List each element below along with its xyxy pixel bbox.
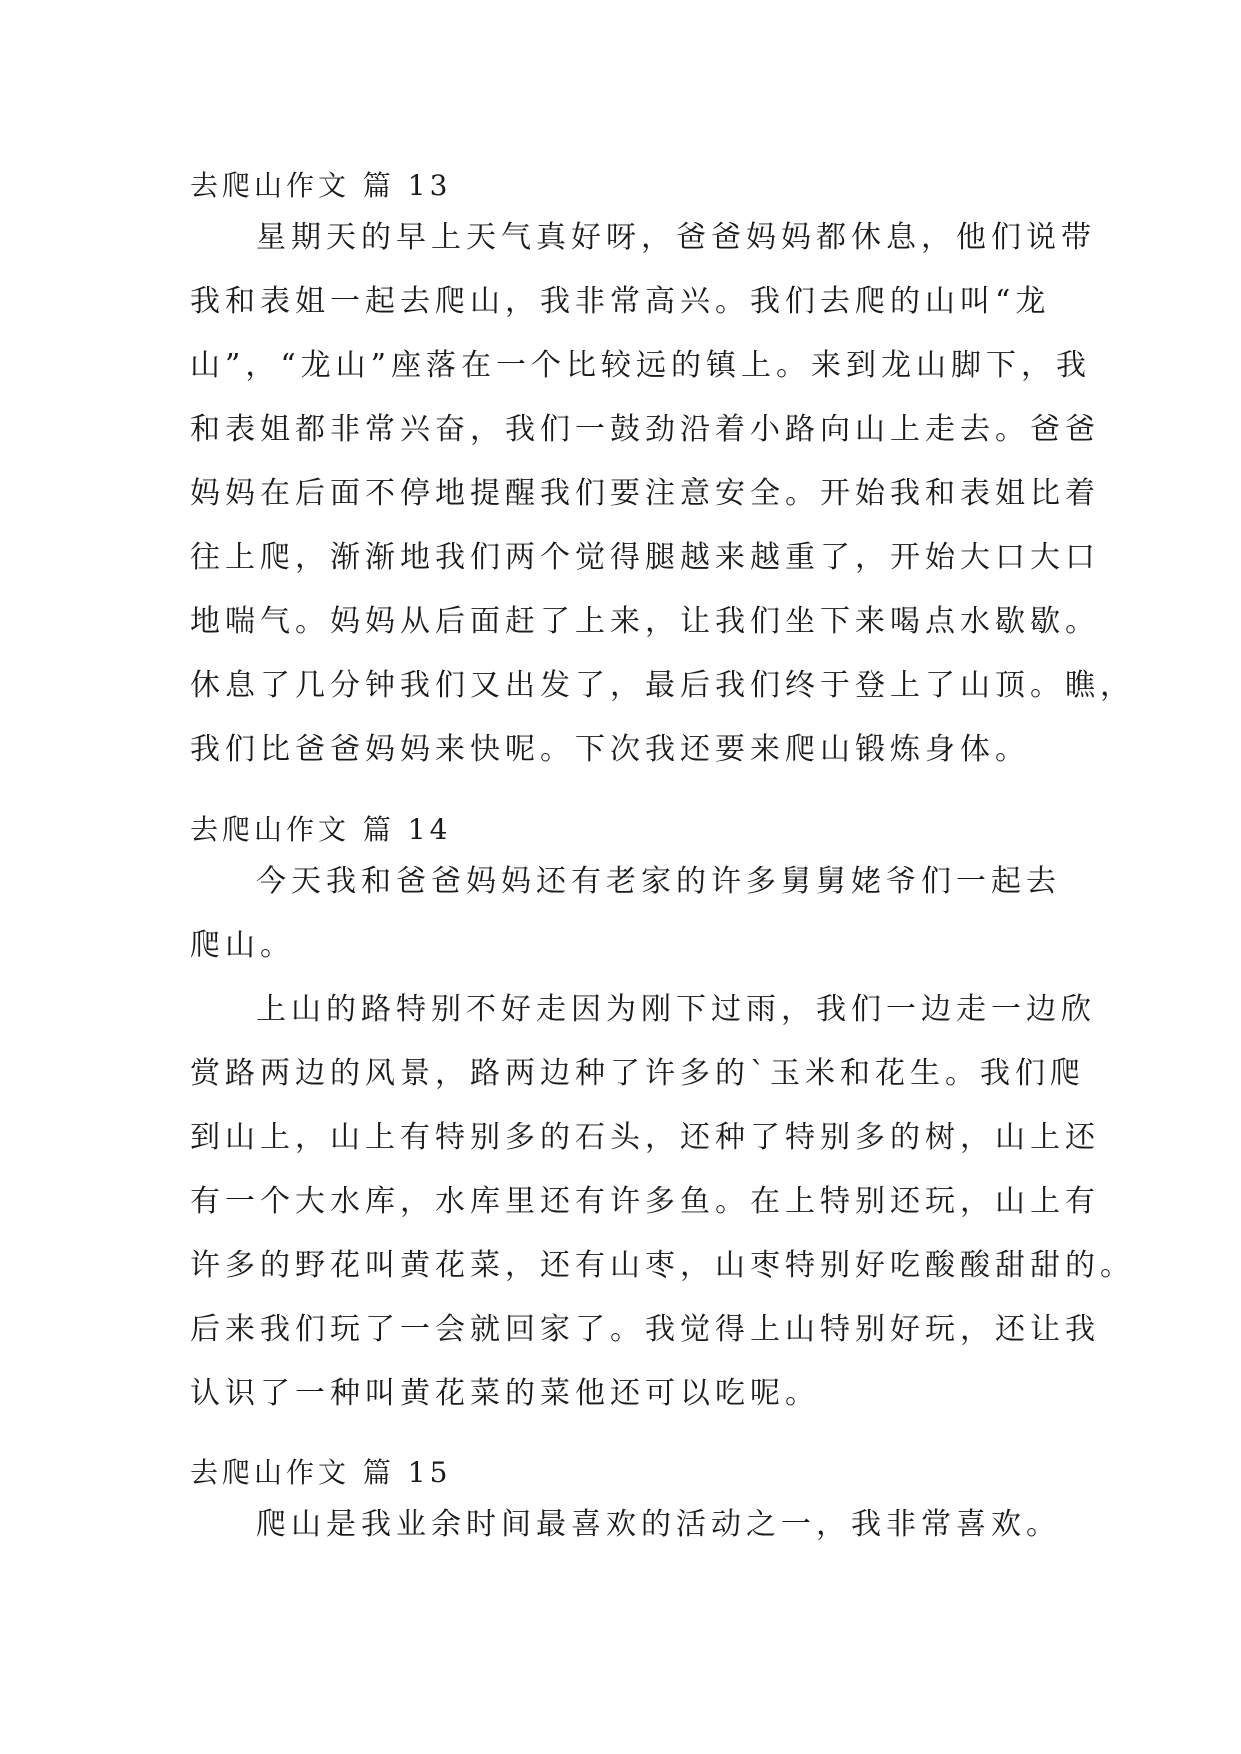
text-line: 到山上，山上有特别多的石头，还种了特别多的树，山上还 — [190, 1120, 1100, 1155]
text-line: 有一个大水库，水库里还有许多鱼。在上特别还玩，山上有 — [190, 1184, 1100, 1219]
section-heading: 去爬山作文 篇 13 — [190, 169, 452, 202]
text-line: 后来我们玩了一会就回家了。我觉得上山特别好玩，还让我 — [190, 1312, 1100, 1347]
text-line: 妈妈在后面不停地提醒我们要注意安全。开始我和表姐比着 — [190, 476, 1100, 511]
section-heading: 去爬山作文 篇 15 — [190, 1456, 452, 1489]
paragraph — [190, 206, 1135, 782]
essay-section-13 — [190, 166, 1135, 782]
essay-section-15 — [190, 1453, 1070, 1557]
text-line: 赏路两边的风景，路两边种了许多的`玉米和花生。我们爬 — [190, 1056, 1085, 1091]
paragraph — [190, 850, 1070, 978]
text-line: 爬山是我业余时间最喜欢的活动之一，我非常喜欢。 — [256, 1507, 1061, 1542]
text-line: 认识了一种叫黄花菜的菜他还可以吃呢。 — [190, 1376, 820, 1411]
text-line: 和表姐都非常兴奋，我们一鼓劲沿着小路向山上走去。爸爸 — [190, 412, 1100, 447]
text-line: 地喘气。妈妈从后面赶了上来，让我们坐下来喝点水歇歇。 — [190, 604, 1100, 639]
text-line: 休息了几分钟我们又出发了，最后我们终于登上了山顶。瞧， — [190, 668, 1135, 703]
text-line: 爬山。 — [190, 928, 295, 963]
text-line: 许多的野花叫黄花菜，还有山枣，山枣特别好吃酸酸甜甜的。 — [190, 1248, 1135, 1283]
text-line: 我和表姐一起去爬山，我非常高兴。我们去爬的山叫“龙 — [190, 284, 1051, 319]
text-line: 星期天的早上天气真好呀，爸爸妈妈都休息，他们说带 — [256, 220, 1096, 255]
text-line: 今天我和爸爸妈妈还有老家的许多舅舅姥爷们一起去 — [256, 864, 1061, 899]
paragraph — [190, 1493, 1070, 1557]
text-line: 我们比爸爸妈妈来快呢。下次我还要来爬山锻炼身体。 — [190, 732, 1030, 767]
paragraph — [190, 978, 1135, 1426]
section-heading: 去爬山作文 篇 14 — [190, 813, 452, 846]
text-line: 山”，“龙山”座落在一个比较远的镇上。来到龙山脚下，我 — [190, 348, 1092, 383]
text-line: 往上爬，渐渐地我们两个觉得腿越来越重了，开始大口大口 — [190, 540, 1100, 575]
text-line: 上山的路特别不好走因为刚下过雨，我们一边走一边欣 — [256, 992, 1096, 1027]
essay-section-14 — [190, 810, 1135, 1426]
